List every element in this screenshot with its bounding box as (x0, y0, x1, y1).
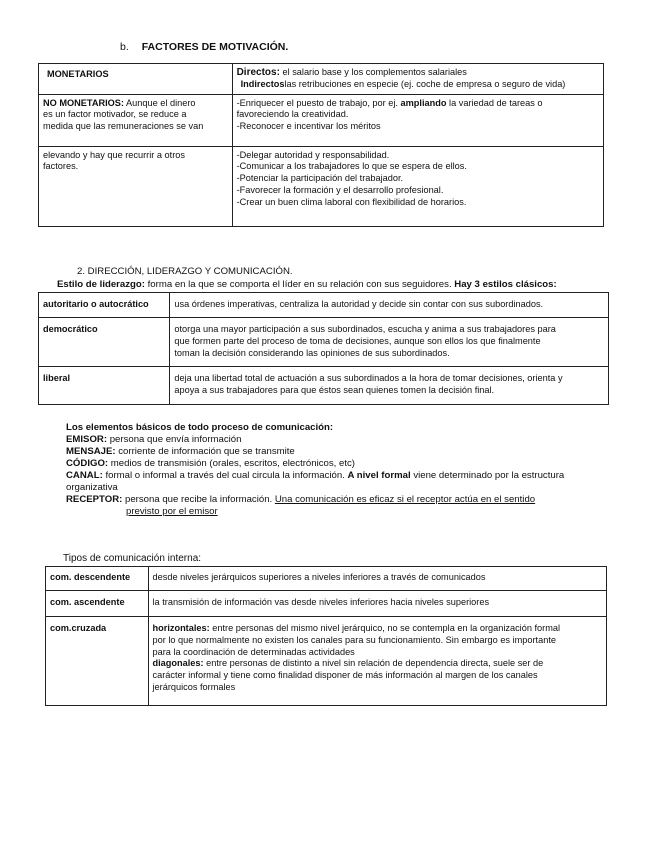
receptor-underline-1: Una comunicación es eficaz si el receptor actúa en el sentido (274, 494, 536, 505)
codigo-label: CÓDIGO: (66, 458, 109, 469)
table-row (39, 367, 609, 405)
estilo-liderazgo-line (57, 279, 557, 291)
no-monetarios-label: NO MONETARIOS: (43, 97, 124, 108)
receptor-text: persona que recibe la información. (125, 494, 273, 505)
table-row (46, 567, 607, 591)
emisor-label: EMISOR: (66, 434, 108, 445)
list-item: -Comunicar a los trabajadores lo que se espera de ellos. (236, 161, 467, 172)
comm-type-desc-cell (148, 591, 606, 617)
list-item: -Crear un buen clima laboral con flexibilidad de horarios. (236, 196, 467, 207)
estilo-tail: Hay 3 estilos clásicos: (454, 279, 557, 290)
reconocer-text: -Reconocer e incentivar los méritos (236, 121, 381, 132)
diagonales-label: diagonales: (152, 658, 204, 669)
autocratico-text: usa órdenes imperativas, centraliza la autoridad y decide sin contar con sus subordinados. (174, 299, 544, 309)
variedad-text: la variedad de tareas o (449, 97, 543, 108)
leadership-style-label-cell (39, 318, 170, 367)
receptor-underline-2: previsto por el emisor (126, 506, 218, 517)
no-monetarios-label-cell (39, 94, 233, 146)
mensaje-text: corriente de información que se transmite (118, 446, 295, 457)
continuation-text-1: elevando y hay que recurrir a otros (43, 149, 185, 160)
comm-type-label-cell (46, 567, 149, 591)
comm-type-desc-cell (148, 617, 606, 706)
cruzada-label: com.cruzada (50, 623, 107, 633)
canal-text-2: viene determinado por la estructura (413, 470, 565, 481)
comm-type-label-cell (46, 591, 149, 617)
horizontales-text-1: entre personas del mismo nivel jerárquico, no se contempla en la organización formal (212, 623, 561, 633)
section-title: FACTORES DE MOTIVACIÓN. (141, 41, 289, 53)
table-row (39, 146, 604, 226)
democratico-text-1: otorga una mayor participación a sus subordinados, escucha y anima a sus trabajadores para (174, 324, 556, 334)
estilo-label: Estilo de liderazgo: (57, 279, 145, 290)
no-monetarios-text-2: es un factor motivador, se reduce a (43, 109, 187, 120)
democratico-label: democrático (43, 324, 98, 334)
leadership-style-desc-cell (170, 318, 609, 367)
receptor-label: RECEPTOR: (66, 494, 123, 505)
creatividad-text: favoreciendo la creatividad. (236, 109, 349, 120)
democratico-text-3: toman la decisión considerando las opiniones de sus subordinados. (174, 347, 450, 358)
communication-title: Los elementos básicos de todo proceso de comunicación: (66, 422, 334, 433)
canal-text-1: formal o informal a través del cual circula la información. (105, 470, 345, 481)
diagonales-text-3: jerárquicos formales (152, 681, 236, 692)
list-item: -Delegar autoridad y responsabilidad. (236, 149, 390, 160)
measures-cell (232, 146, 603, 226)
directos-text: el salario base y los complementos salariales (282, 67, 467, 77)
descendente-label: com. descendente (50, 572, 131, 582)
liberal-text-2: apoya a sus trabajadores para que éstos sean quienes tomen la decisión final. (174, 384, 495, 395)
section-marker: b. (120, 41, 129, 53)
democratico-text-2: que formen parte del proceso de toma de decisiones, aunque son ellos los que finalmente (174, 335, 541, 346)
monetarios-label-cell (39, 64, 233, 95)
diagonales-text-1: entre personas de distinto a nivel sin relación de dependencia directa, suele ser de (206, 658, 544, 669)
no-monetarios-text-1: Aunque el dinero (126, 97, 196, 108)
comm-type-label-cell (46, 617, 149, 706)
canal-label: CANAL: (66, 470, 103, 481)
list-item: -Potenciar la participación del trabajador. (236, 173, 404, 184)
continuation-text-2: factores. (43, 161, 79, 172)
communication-elements (66, 422, 606, 518)
leadership-style-label-cell (39, 367, 170, 405)
ampliando-text: ampliando (400, 97, 447, 108)
internal-comm-title: Tipos de comunicación interna: (63, 553, 202, 564)
section-b-heading (120, 41, 288, 54)
emisor-text: persona que envía información (109, 434, 242, 445)
mensaje-label: MENSAJE: (66, 446, 116, 457)
codigo-text: medios de transmisión (orales, escritos, electrónicos, etc) (110, 458, 355, 469)
canal-bold: A nivel formal (347, 470, 411, 481)
liberal-label: liberal (43, 373, 71, 383)
enriquecer-text: -Enriquecer el puesto de trabajo, por ej. (236, 97, 398, 108)
monetarios-detail-cell (232, 64, 603, 95)
leadership-style-desc-cell (170, 367, 609, 405)
indirectos-text: las retribuciones en especie (ej. coche de empresa o seguro de vida) (284, 78, 566, 89)
directos-label: Directos: (236, 67, 280, 78)
autocratico-label: autoritario o autocrático (43, 299, 149, 309)
no-monetarios-text-3: medida que las remuneraciones se van (43, 121, 204, 132)
continuation-cell (39, 146, 233, 226)
estilo-text: forma en la que se comporta el líder en su relación con sus seguidores. (147, 279, 452, 290)
diagonales-text-2: carácter informal y tiene como finalidad disponer de más información al margen de los canales (152, 670, 538, 681)
table-row (46, 591, 607, 617)
monetarios-label: MONETARIOS (47, 69, 109, 79)
canal-text-3: organizativa (66, 482, 118, 493)
table-row (39, 318, 609, 367)
horizontales-label: horizontales: (152, 623, 210, 633)
list-item: -Favorecer la formación y el desarrollo profesional. (236, 184, 444, 195)
internal-comm-table (45, 566, 607, 706)
table-row (39, 293, 609, 318)
leadership-style-desc-cell (170, 293, 609, 318)
table-row (39, 94, 604, 146)
horizontales-text-2: por lo que normalmente no existen los canales para su funcionamiento. Sin embargo es importante (152, 634, 556, 645)
no-monetarios-detail-cell (232, 94, 603, 146)
descendente-text: desde niveles jerárquicos superiores a niveles inferiores a través de comunicados (152, 572, 486, 582)
ascendente-text: la transmisión de información vas desde niveles inferiores hacia niveles superiores (152, 597, 490, 607)
motivation-table (38, 63, 604, 227)
comm-type-desc-cell (148, 567, 606, 591)
liberal-text-1: deja una libertad total de actuación a sus subordinados a la hora de tomar decisiones, orienta y (174, 373, 563, 383)
horizontales-text-3: para la coordinación de determinadas actividades (152, 646, 355, 657)
table-row (46, 617, 607, 706)
section-2-heading: 2. DIRECCIÓN, LIDERAZGO Y COMUNICACIÓN. (77, 266, 293, 277)
table-row (39, 64, 604, 95)
ascendente-label: com. ascendente (50, 597, 125, 607)
leadership-table (38, 292, 609, 405)
indirectos-label: Indirectos (240, 78, 285, 89)
leadership-style-label-cell (39, 293, 170, 318)
